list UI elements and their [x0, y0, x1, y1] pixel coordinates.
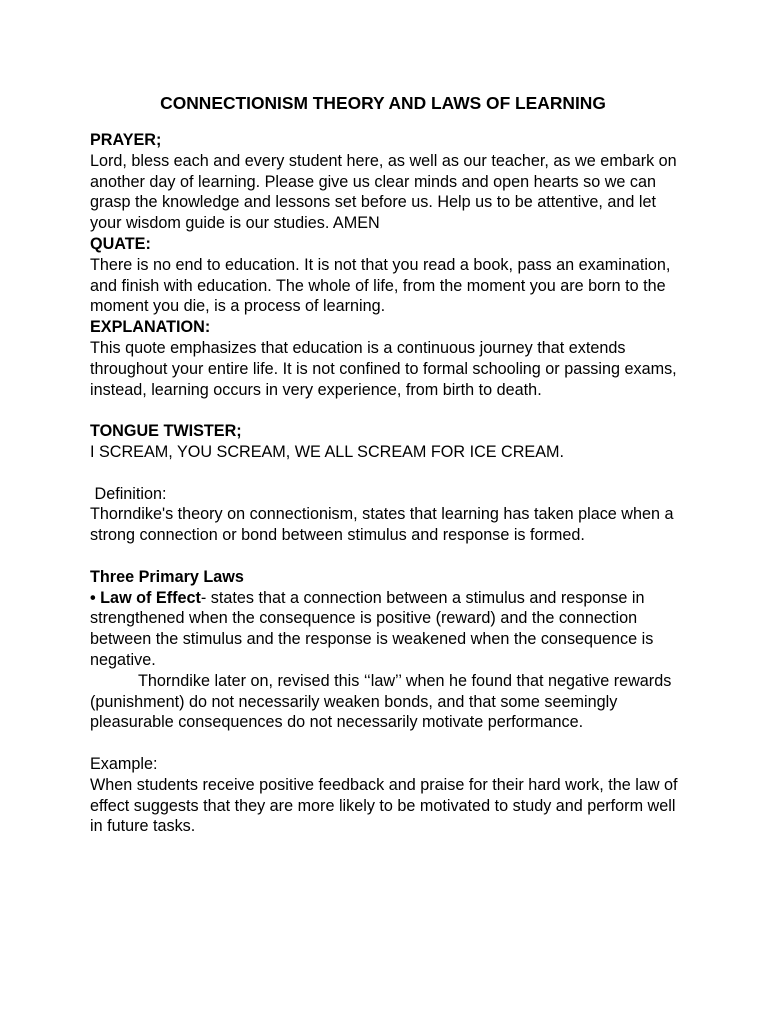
- definition-heading: Definition:: [90, 484, 167, 503]
- example-heading: Example:: [90, 754, 158, 773]
- law-of-effect-text: - states that a connection between a stimulus and response in strengthened when the consequence is positive (reward) and the connection between the stimulus and the response is weakened when the consequence is negative.: [90, 588, 654, 669]
- spacer: [90, 400, 690, 421]
- law-of-effect-label: Law of Effect: [100, 588, 201, 607]
- example-text: When students receive positive feedback and praise for their hard work, the law of effect suggests that they are more likely to be motivated to study and perform well in future tasks.: [90, 775, 678, 836]
- spacer: [90, 733, 690, 754]
- prayer-heading: PRAYER;: [90, 131, 162, 149]
- quote-text: There is no end to education. It is not that you read a book, pass an examination, and finish with education. The whole of life, from the moment you are born to the moment you die, is a process of learning.: [90, 255, 671, 316]
- explanation-heading: EXPLANATION:: [90, 318, 211, 337]
- document-page: [90, 92, 690, 837]
- bullet: •: [90, 588, 101, 607]
- law-of-effect-paragraph: [90, 588, 690, 671]
- quote-heading: QUATE:: [90, 234, 151, 253]
- laws-heading: Three Primary Laws: [90, 567, 244, 586]
- explanation-text: This quote emphasizes that education is a continuous journey that extends throughout your entire life. It is not confined to formal schooling or passing exams, instead, learning occurs in very experience, from birth to death.: [90, 338, 677, 399]
- revision-text: Thorndike later on, revised this ‘‘law’’ when he found that negative rewards (punishment) do not necessarily weaken bonds, and that some seemingly pleasurable consequences do not necessarily motivate performance.: [90, 671, 672, 732]
- revision-paragraph: [90, 671, 690, 733]
- document-title: CONNECTIONISM THEORY AND LAWS OF LEARNING: [160, 93, 606, 113]
- definition-text: Thorndike's theory on connectionism, states that learning has taken place when a strong connection or bond between stimulus and response is formed.: [90, 505, 674, 545]
- spacer: [90, 463, 690, 484]
- spacer: [90, 546, 690, 567]
- tongue-twister-heading: TONGUE TWISTER;: [90, 422, 242, 441]
- prayer-text: Lord, bless each and every student here, as well as our teacher, as we embark on another day of learning. Please give us clear minds and open hearts so we can grasp the knowledge and lessons set before us. Help us to be attentive, and let your wisdom guide is our studies. AMEN: [90, 151, 677, 233]
- tongue-twister-text: I SCREAM, YOU SCREAM, WE ALL SCREAM FOR ICE CREAM.: [90, 442, 565, 461]
